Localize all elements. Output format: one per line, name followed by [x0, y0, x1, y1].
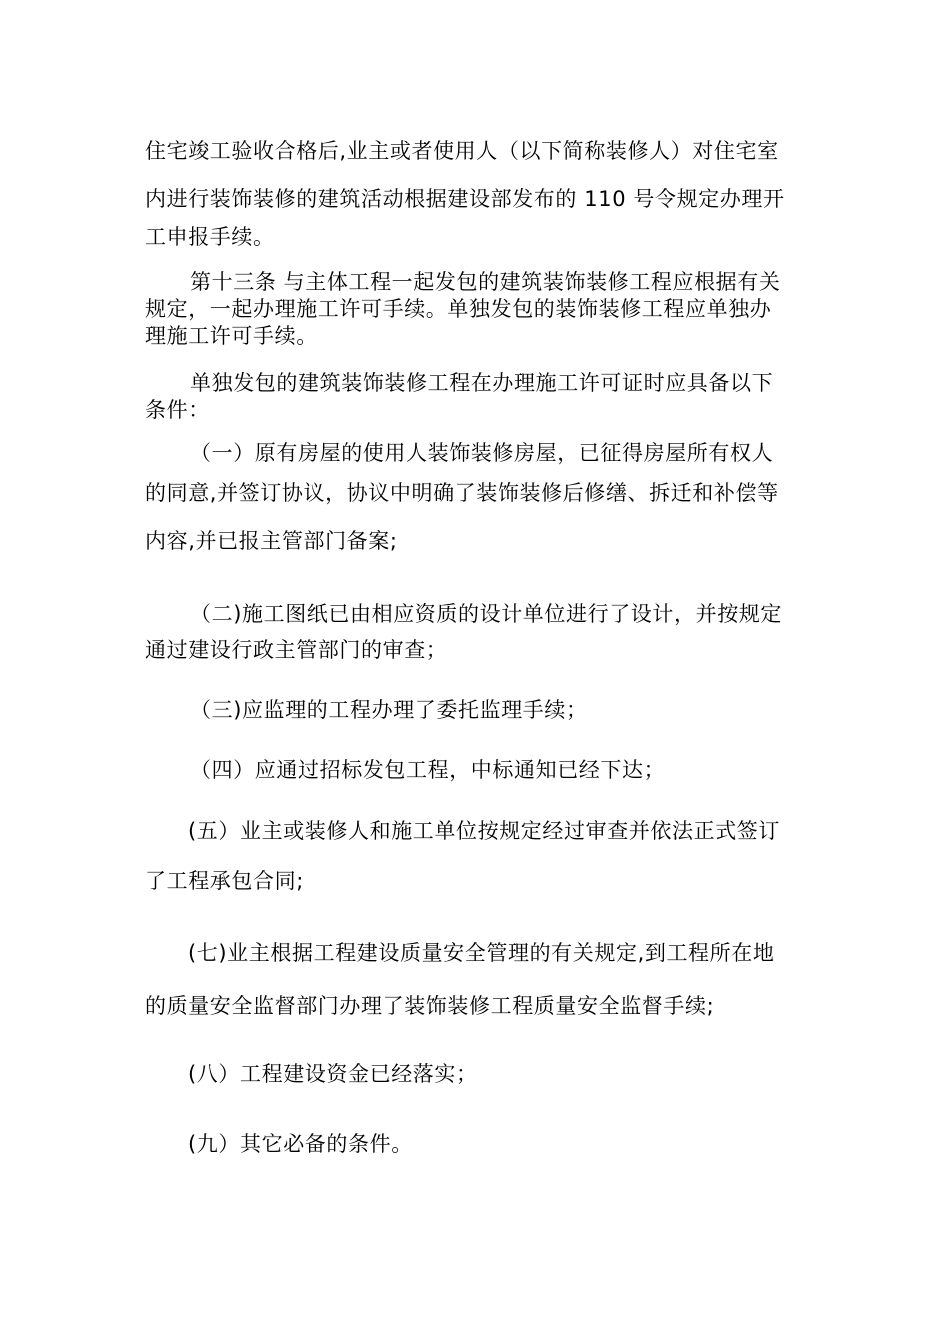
text-line: 工申报手续。 — [145, 225, 275, 249]
text-line: 内容,并已报主管部门备案; — [145, 529, 398, 553]
text-line: 理施工许可手续。 — [145, 324, 318, 348]
text-line: 规定，一起办理施工许可手续。单独发包的装饰装修工程应单独办 — [145, 297, 772, 321]
text-line: 的同意,并签订协议，协议中明确了装饰装修后修缮、拆迁和补偿等 — [145, 481, 779, 505]
text-line: 条件： — [145, 398, 210, 422]
text-line: 第十三条 与主体工程一起发包的建筑装饰装修工程应根据有关 — [190, 270, 781, 294]
text-line: 住宅竣工验收合格后,业主或者使用人（以下简称装修人）对住宅室 — [145, 139, 779, 163]
text-line: 了工程承包合同; — [145, 869, 304, 893]
text-line: （一）原有房屋的使用人装饰装修房屋，已征得房屋所有权人 — [190, 441, 774, 465]
text-line: （二)施工图纸已由相应资质的设计单位进行了设计，并按规定 — [190, 602, 782, 626]
text-line: (八）工程建设资金已经落实； — [188, 1062, 478, 1086]
text-line: (五）业主或装修人和施工单位按规定经过审查并依法正式签订 — [188, 819, 780, 843]
text-line: 通过建设行政主管部门的审查； — [145, 638, 448, 662]
text-line: 内进行装饰装修的建筑活动根据建设部发布的 110 号令规定办理开 — [145, 187, 785, 211]
text-line: 的质量安全监督部门办理了装饰装修工程质量安全监督手续; — [145, 994, 715, 1018]
text-line: （四）应通过招标发包工程，中标通知已经下达； — [190, 758, 666, 782]
text-line: （三)应监理的工程办理了委托监理手续； — [190, 698, 588, 722]
text-line: (七)业主根据工程建设质量安全管理的有关规定,到工程所在地 — [188, 941, 775, 965]
text-line: 单独发包的建筑装饰装修工程在办理施工许可证时应具备以下 — [190, 371, 774, 395]
text-line: (九）其它必备的条件。 — [188, 1132, 413, 1156]
